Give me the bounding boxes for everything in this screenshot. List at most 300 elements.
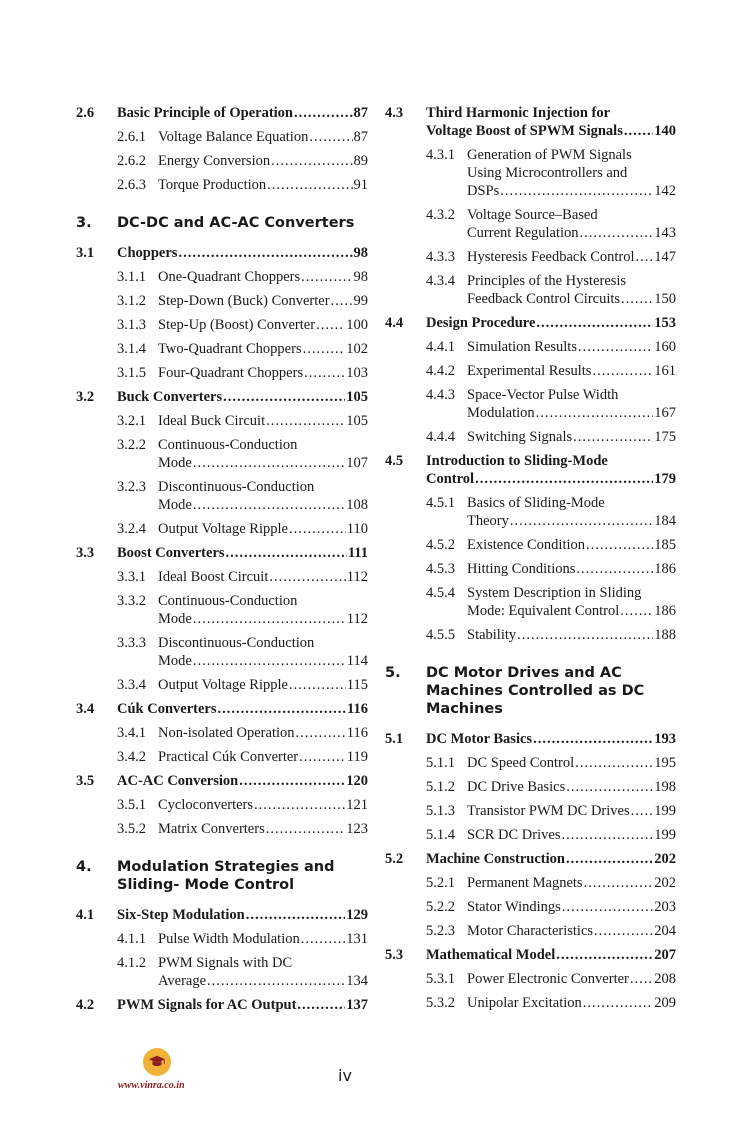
entry-page[interactable]: 199 (654, 827, 676, 843)
entry-body (467, 338, 676, 356)
entry-number (385, 206, 467, 224)
entry-page[interactable]: 199 (654, 803, 676, 819)
entry-page[interactable]: 186 (654, 561, 676, 577)
entry-number-text: 4.2 (76, 997, 95, 1013)
entry-body (467, 754, 676, 772)
entry-title: Theory (467, 513, 509, 529)
toc-subsection-entry[interactable] (76, 820, 368, 838)
entry-title: Step-Up (Boost) Converter (158, 317, 316, 333)
toc-subsection-entry[interactable] (76, 676, 368, 694)
toc-section-entry[interactable] (76, 772, 368, 790)
entry-number (385, 452, 426, 470)
entry-title: PWM Signals for AC Output (117, 997, 297, 1013)
toc-subsection-entry[interactable] (385, 494, 676, 530)
entry-number (385, 778, 467, 796)
toc-subsection-entry[interactable] (385, 386, 676, 422)
toc-section-entry[interactable] (385, 314, 676, 332)
entry-number (385, 874, 467, 892)
entry-line (158, 412, 368, 430)
entry-page[interactable]: 100 (346, 317, 368, 333)
entry-page[interactable]: 179 (654, 471, 676, 487)
chapter-heading[interactable] (76, 858, 368, 894)
entry-number-text: 3.5 (76, 773, 95, 789)
entry-title: Mode (158, 653, 192, 669)
entry-line (426, 946, 676, 964)
entry-page[interactable]: 143 (654, 225, 676, 241)
entry-page[interactable]: 195 (654, 755, 676, 771)
entry-page[interactable]: 131 (346, 931, 368, 947)
entry-page[interactable]: 103 (346, 365, 368, 381)
entry-page[interactable]: 98 (353, 245, 368, 261)
dot-leader (226, 544, 347, 562)
entry-title: Hitting Conditions (467, 561, 576, 577)
entry-line (117, 388, 368, 406)
entry-title: Basic Principle of Operation (117, 105, 293, 121)
entry-body (426, 850, 676, 868)
toc-section-entry[interactable] (76, 244, 368, 262)
dot-leader (296, 724, 346, 742)
dot-leader (536, 314, 653, 332)
toc-section-entry[interactable] (385, 946, 676, 964)
entry-page[interactable]: 107 (346, 455, 368, 471)
entry-page[interactable]: 175 (654, 429, 676, 445)
entry-number-text: 3.3.1 (117, 569, 146, 585)
entry-body (467, 922, 676, 940)
entry-number (76, 244, 117, 262)
toc-subsection-entry[interactable] (76, 634, 368, 670)
entry-page[interactable]: 121 (346, 797, 368, 813)
entry-number (76, 316, 158, 334)
entry-page[interactable]: 198 (654, 779, 676, 795)
entry-title: Stator Windings (467, 899, 561, 915)
dot-leader (578, 338, 653, 356)
entry-page[interactable]: 98 (353, 269, 368, 285)
entry-page[interactable]: 134 (346, 973, 368, 989)
toc-section-entry[interactable] (385, 730, 676, 748)
toc-section-entry[interactable] (76, 104, 368, 122)
entry-body (467, 970, 676, 988)
entry-number (76, 954, 158, 972)
entry-line (158, 436, 368, 454)
toc-section-entry[interactable] (385, 452, 676, 488)
dot-leader (316, 316, 345, 334)
entry-page[interactable]: 91 (353, 177, 368, 193)
toc-subsection-entry[interactable] (385, 536, 676, 554)
entry-title: Third Harmonic Injection for (426, 105, 611, 121)
entry-title: Mode (158, 611, 192, 627)
dot-leader (620, 602, 653, 620)
entry-body (467, 536, 676, 554)
entry-number (76, 436, 158, 454)
entry-number-text: 5.3.2 (426, 995, 455, 1011)
entry-number (385, 362, 467, 380)
toc-subsection-entry[interactable] (76, 152, 368, 170)
dot-leader (266, 820, 346, 838)
entry-title: Mode (158, 455, 192, 471)
entry-body (158, 128, 368, 146)
entry-number (76, 796, 158, 814)
toc-subsection-entry[interactable] (385, 898, 676, 916)
dot-leader (299, 748, 346, 766)
toc-subsection-entry[interactable] (76, 724, 368, 742)
entry-number (76, 676, 158, 694)
entry-title: Existence Condition (467, 537, 585, 553)
entry-page[interactable]: 112 (346, 569, 368, 585)
toc-subsection-entry[interactable] (385, 338, 676, 356)
entry-body (158, 152, 368, 170)
toc-subsection-entry[interactable] (76, 592, 368, 628)
toc-section-entry[interactable] (76, 544, 368, 562)
entry-line (158, 972, 368, 990)
entry-number-text: 5.2.1 (426, 875, 455, 891)
entry-number (76, 906, 117, 924)
entry-page[interactable]: 119 (346, 749, 368, 765)
dot-leader (580, 224, 654, 242)
entry-number (76, 568, 158, 586)
entry-page[interactable]: 209 (654, 995, 676, 1011)
entry-title: Mode: Equivalent Control (467, 603, 620, 619)
entry-number-text: 4.1.1 (117, 931, 146, 947)
entry-page[interactable]: 204 (654, 923, 676, 939)
entry-title: Motor Characteristics (467, 923, 594, 939)
entry-number (385, 428, 467, 446)
entry-page[interactable]: 129 (346, 907, 368, 923)
entry-page[interactable]: 208 (654, 971, 676, 987)
entry-number (385, 494, 467, 512)
entry-number-text: 4.3.4 (426, 273, 455, 289)
entry-line (467, 182, 676, 200)
entry-title: Energy Conversion (158, 153, 271, 169)
entry-title: Discontinuous-Conduction (158, 479, 315, 495)
entry-title: Six-Step Modulation (117, 907, 245, 923)
entry-number-text: 3.3.2 (117, 593, 146, 609)
entry-number (76, 544, 117, 562)
toc-subsection-entry[interactable] (385, 754, 676, 772)
entry-page[interactable]: 111 (347, 545, 368, 561)
entry-page[interactable]: 105 (346, 413, 368, 429)
entry-title: Output Voltage Ripple (158, 521, 288, 537)
toc-subsection-entry[interactable] (76, 930, 368, 948)
dot-leader (294, 104, 353, 122)
entry-title: Continuous-Conduction (158, 437, 298, 453)
entry-number-text: 4.5.5 (426, 627, 455, 643)
toc-subsection-entry[interactable] (385, 778, 676, 796)
entry-line (426, 470, 676, 488)
toc-subsection-entry[interactable] (76, 796, 368, 814)
toc-subsection-entry[interactable] (385, 826, 676, 844)
entry-number (385, 248, 467, 266)
entry-page[interactable]: 153 (654, 315, 676, 331)
toc-subsection-entry[interactable] (76, 478, 368, 514)
toc-subsection-entry[interactable] (76, 748, 368, 766)
entry-number-text: 4.1 (76, 907, 95, 923)
entry-page[interactable]: 184 (654, 513, 676, 529)
entry-line (158, 592, 368, 610)
entry-number-text: 3.5.1 (117, 797, 146, 813)
dot-leader (636, 248, 654, 266)
entry-line (158, 292, 368, 310)
entry-number-text: 3.4.1 (117, 725, 146, 741)
entry-body (158, 176, 368, 194)
dot-leader (266, 412, 345, 430)
entry-page[interactable]: 116 (347, 701, 368, 717)
chapter-heading[interactable] (385, 664, 676, 718)
toc-subsection-entry[interactable] (385, 994, 676, 1012)
entry-page[interactable]: 102 (346, 341, 368, 357)
entry-number (76, 592, 158, 610)
entry-page[interactable]: 185 (654, 537, 676, 553)
toc-subsection-entry[interactable] (385, 362, 676, 380)
dot-leader (217, 700, 346, 718)
entry-title: Simulation Results (467, 339, 577, 355)
dot-leader (304, 364, 345, 382)
entry-line (158, 610, 368, 628)
entry-body (117, 700, 368, 718)
entry-body (117, 104, 368, 122)
entry-line (467, 602, 676, 620)
toc-subsection-entry[interactable] (76, 436, 368, 472)
entry-body (117, 906, 368, 924)
toc-section-entry[interactable] (76, 388, 368, 406)
entry-body (467, 362, 676, 380)
entry-number-text: 4.5.2 (426, 537, 455, 553)
entry-page[interactable]: 161 (654, 363, 676, 379)
entry-body (117, 388, 368, 406)
toc-subsection-entry[interactable] (385, 272, 676, 308)
entry-page[interactable]: 202 (654, 875, 676, 891)
entry-line (467, 206, 676, 224)
toc-section-entry[interactable] (76, 996, 368, 1014)
entry-title: Space-Vector Pulse Width (467, 387, 619, 403)
entry-number (76, 340, 158, 358)
entry-body (467, 386, 676, 422)
entry-number (385, 802, 467, 820)
entry-page[interactable]: 203 (654, 899, 676, 915)
entry-line (158, 820, 368, 838)
entry-page[interactable]: 99 (353, 293, 368, 309)
entry-title: DC Drive Basics (467, 779, 566, 795)
entry-line (158, 316, 368, 334)
entry-page[interactable]: 120 (346, 773, 368, 789)
entry-title: Machine Construction (426, 851, 565, 867)
entry-number (385, 970, 467, 988)
entry-body (467, 428, 676, 446)
toc-subsection-entry[interactable] (76, 128, 368, 146)
entry-page[interactable]: 87 (353, 129, 368, 145)
toc-subsection-entry[interactable] (76, 412, 368, 430)
entry-page[interactable]: 137 (346, 997, 368, 1013)
entry-number (76, 478, 158, 496)
entry-number-text: 3.3.4 (117, 677, 146, 693)
dot-leader (630, 970, 653, 988)
entry-page[interactable]: 105 (346, 389, 368, 405)
entry-page[interactable]: 207 (654, 947, 676, 963)
entry-body (158, 592, 368, 628)
entry-page[interactable]: 123 (346, 821, 368, 837)
entry-title: Modulation (467, 405, 535, 421)
toc-subsection-entry[interactable] (76, 176, 368, 194)
entry-title: Choppers (117, 245, 178, 261)
entry-line (117, 906, 368, 924)
entry-line (158, 676, 368, 694)
entry-number-text: 4.4.4 (426, 429, 455, 445)
entry-line (467, 778, 676, 796)
entry-body (158, 820, 368, 838)
toc-subsection-entry[interactable] (385, 584, 676, 620)
toc-section-entry[interactable] (385, 104, 676, 140)
toc-subsection-entry[interactable] (76, 292, 368, 310)
entry-body (158, 364, 368, 382)
entry-page[interactable]: 110 (346, 521, 368, 537)
dot-leader (592, 362, 653, 380)
dot-leader (254, 796, 345, 814)
toc-section-entry[interactable] (385, 850, 676, 868)
entry-page[interactable]: 188 (654, 627, 676, 643)
entry-page[interactable]: 116 (346, 725, 368, 741)
entry-line (158, 796, 368, 814)
entry-number-text: 5.1.4 (426, 827, 455, 843)
entry-page[interactable]: 114 (346, 653, 368, 669)
entry-number (76, 996, 117, 1014)
toc-subsection-entry[interactable] (76, 364, 368, 382)
entry-number-text: 5.1.1 (426, 755, 455, 771)
entry-line (117, 544, 368, 562)
entry-line (158, 634, 368, 652)
entry-body (158, 748, 368, 766)
toc-subsection-entry[interactable] (385, 970, 676, 988)
entry-line (117, 244, 368, 262)
entry-title: Two-Quadrant Choppers (158, 341, 302, 357)
entry-page[interactable]: 87 (353, 105, 368, 121)
toc-subsection-entry[interactable] (385, 560, 676, 578)
entry-title: Voltage Balance Equation (158, 129, 309, 145)
entry-title: Mode (158, 497, 192, 513)
entry-line (426, 104, 676, 122)
entry-number-text: 5.1 (385, 731, 404, 747)
chapter-number: 4. (76, 859, 92, 875)
entry-number-text: 4.3.1 (426, 147, 455, 163)
toc-subsection-entry[interactable] (385, 248, 676, 266)
entry-body (117, 244, 368, 262)
entry-body (117, 544, 368, 562)
toc-subsection-entry[interactable] (385, 626, 676, 644)
dot-leader (297, 996, 345, 1014)
dot-leader (301, 268, 352, 286)
entry-body (467, 994, 676, 1012)
entry-number-text: 4.3.3 (426, 249, 455, 265)
entry-line (158, 268, 368, 286)
entry-line (426, 730, 676, 748)
entry-title: Stability (467, 627, 517, 643)
entry-line (467, 494, 676, 512)
entry-title: Step-Down (Buck) Converter (158, 293, 330, 309)
dot-leader (239, 772, 345, 790)
toc-subsection-entry[interactable] (385, 802, 676, 820)
dot-leader (246, 906, 346, 924)
entry-line (467, 754, 676, 772)
entry-page[interactable]: 142 (654, 183, 676, 199)
entry-page[interactable]: 112 (346, 611, 368, 627)
entry-page[interactable]: 202 (654, 851, 676, 867)
chapter-heading[interactable] (76, 214, 368, 232)
entry-line (158, 454, 368, 472)
dot-leader (573, 428, 653, 446)
entry-line (158, 478, 368, 496)
entry-number-text: 4.4.2 (426, 363, 455, 379)
website-link[interactable]: www.vinra.co.in (118, 1080, 185, 1091)
entry-body (158, 436, 368, 472)
toc-subsection-entry[interactable] (385, 428, 676, 446)
entry-page[interactable]: 150 (654, 291, 676, 307)
toc-subsection-entry[interactable] (76, 520, 368, 538)
toc-subsection-entry[interactable] (385, 922, 676, 940)
dot-leader (583, 994, 653, 1012)
entry-number-text: 4.3.2 (426, 207, 455, 223)
entry-number-text: 3.2.4 (117, 521, 146, 537)
entry-line (467, 536, 676, 554)
toc-subsection-entry[interactable] (76, 568, 368, 586)
toc-section-entry[interactable] (76, 700, 368, 718)
entry-page[interactable]: 115 (346, 677, 368, 693)
dot-leader (576, 560, 653, 578)
toc-subsection-entry[interactable] (76, 268, 368, 286)
entry-title: Matrix Converters (158, 821, 265, 837)
entry-body (467, 248, 676, 266)
entry-body (467, 206, 676, 242)
entry-line (467, 404, 676, 422)
entry-number-text: 3.1.2 (117, 293, 146, 309)
toc-subsection-entry[interactable] (385, 874, 676, 892)
entry-line (158, 496, 368, 514)
graduation-cap-svg (148, 1053, 166, 1071)
entry-line (467, 272, 676, 290)
toc-subsection-entry[interactable] (76, 316, 368, 334)
entry-page[interactable]: 140 (654, 123, 676, 139)
entry-page[interactable]: 167 (654, 405, 676, 421)
entry-title: DC Motor Basics (426, 731, 533, 747)
toc-subsection-entry[interactable] (76, 340, 368, 358)
dot-leader (584, 874, 654, 892)
entry-body (467, 626, 676, 644)
dot-leader (566, 850, 653, 868)
entry-title: Voltage Boost of SPWM Signals (426, 123, 623, 139)
entry-line (158, 364, 368, 382)
toc-subsection-entry[interactable] (385, 146, 676, 200)
entry-page[interactable]: 89 (353, 153, 368, 169)
entry-number (76, 388, 117, 406)
entry-number (385, 922, 467, 940)
entry-page[interactable]: 186 (654, 603, 676, 619)
entry-number-text: 3.3 (76, 545, 95, 561)
entry-page[interactable]: 147 (654, 249, 676, 265)
entry-number-text: 2.6.3 (117, 177, 146, 193)
entry-title: Transistor PWM DC Drives (467, 803, 630, 819)
toc-subsection-entry[interactable] (76, 954, 368, 990)
entry-line (467, 560, 676, 578)
toc-subsection-entry[interactable] (385, 206, 676, 242)
entry-body (467, 584, 676, 620)
entry-line (117, 772, 368, 790)
entry-line (467, 224, 676, 242)
entry-number-text: 3.2.1 (117, 413, 146, 429)
entry-line (117, 104, 368, 122)
toc-section-entry[interactable] (76, 906, 368, 924)
entry-page[interactable]: 193 (654, 731, 676, 747)
entry-number-text: 4.5.3 (426, 561, 455, 577)
entry-page[interactable]: 108 (346, 497, 368, 513)
entry-page[interactable]: 160 (654, 339, 676, 355)
entry-line (426, 850, 676, 868)
